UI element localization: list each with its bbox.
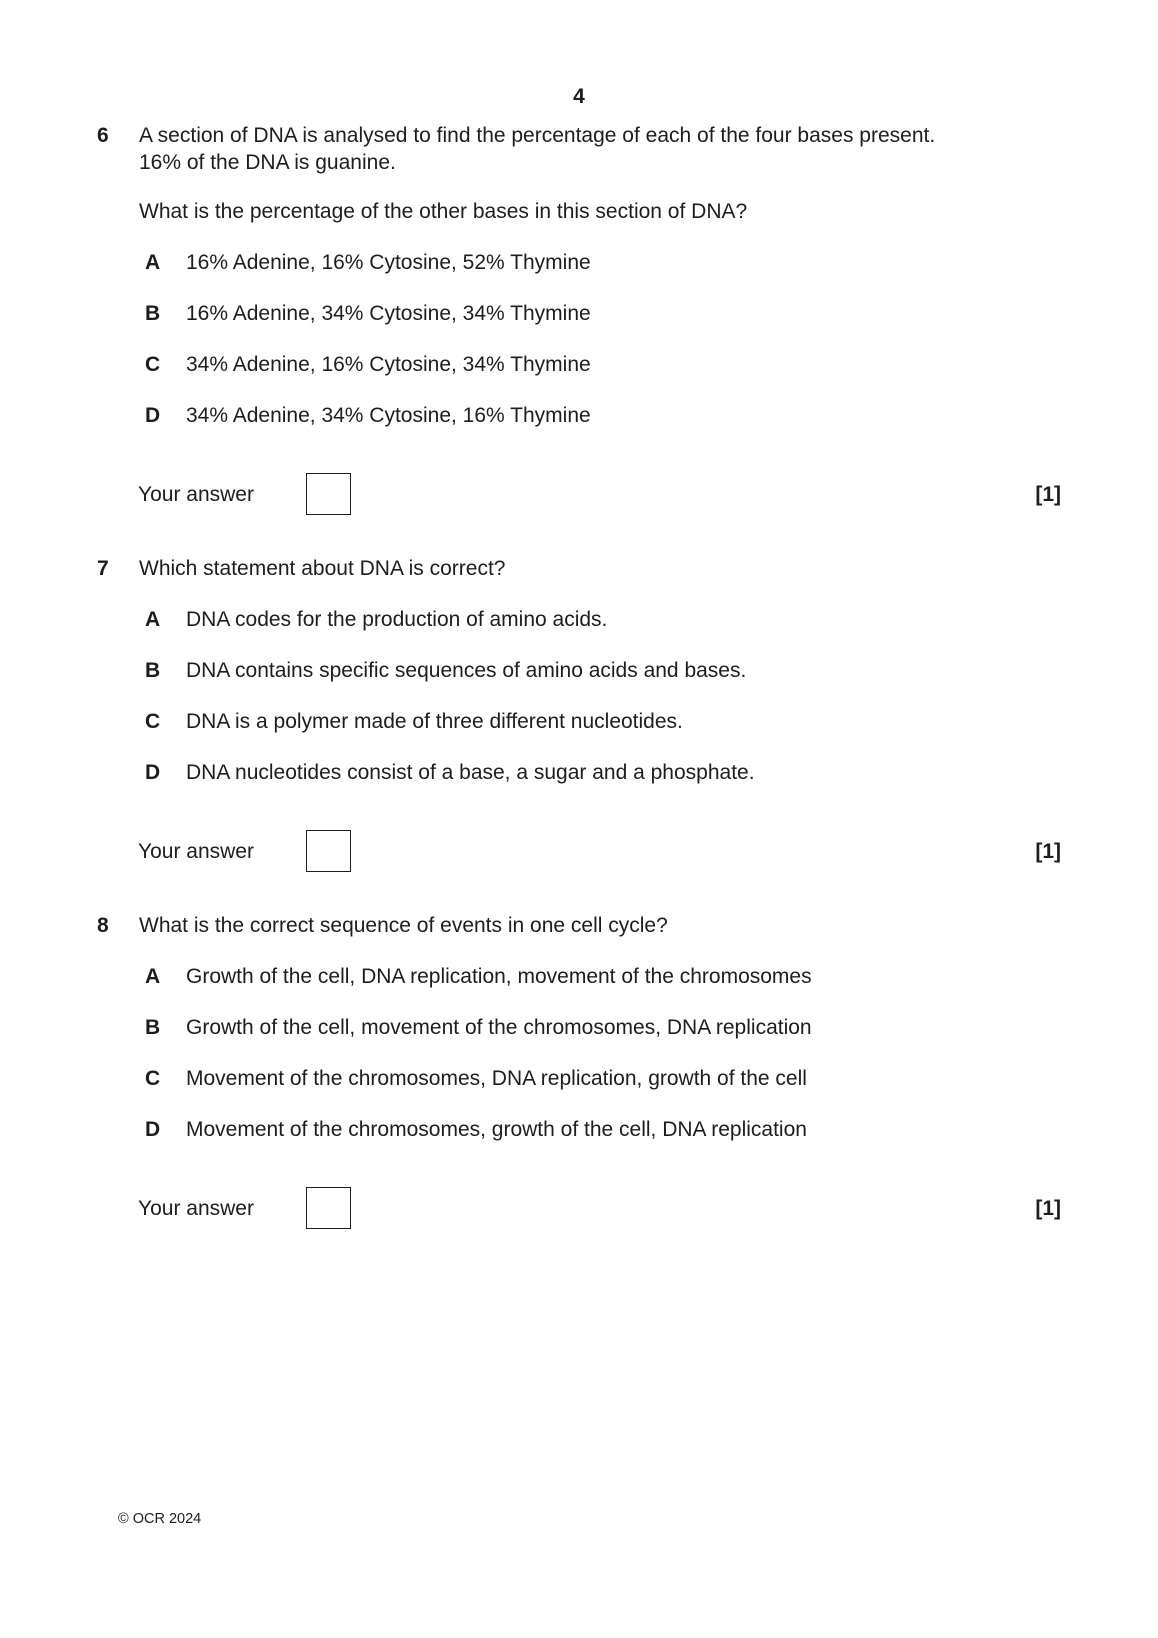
question-8-marks: [1] — [1035, 1196, 1061, 1220]
question-6 — [97, 122, 1061, 515]
option-letter: D — [145, 1118, 161, 1141]
option-letter: C — [145, 710, 161, 733]
question-7-option-b — [145, 657, 1061, 684]
question-6-intro — [139, 122, 1061, 176]
option-letter: C — [145, 1067, 161, 1090]
question-6-intro-line-2: 16% of the DNA is guanine. — [139, 151, 396, 174]
option-letter: B — [145, 1016, 161, 1039]
option-text: 34% Adenine, 16% Cytosine, 34% Thymine — [186, 353, 591, 376]
option-letter: A — [145, 251, 161, 274]
question-7 — [97, 555, 1061, 872]
question-7-option-a — [145, 606, 1061, 633]
option-letter: C — [145, 353, 161, 376]
copyright-footer: © OCR 2024 — [118, 1511, 202, 1527]
question-8 — [97, 912, 1061, 1229]
question-8-answer-box[interactable] — [306, 1187, 351, 1229]
option-text: Growth of the cell, DNA replication, movement of the chromosomes — [186, 965, 812, 988]
question-6-option-c — [145, 351, 1061, 378]
your-answer-label: Your answer — [138, 839, 254, 863]
question-6-header — [97, 122, 1061, 176]
option-letter: B — [145, 302, 161, 325]
question-7-option-d — [145, 759, 1061, 786]
option-text: DNA codes for the production of amino acids. — [186, 608, 608, 631]
question-8-number: 8 — [97, 914, 109, 937]
question-6-number: 6 — [97, 124, 109, 147]
option-text: 16% Adenine, 34% Cytosine, 34% Thymine — [186, 302, 591, 325]
option-text: 34% Adenine, 34% Cytosine, 16% Thymine — [186, 404, 591, 427]
question-8-prompt: What is the correct sequence of events in one cell cycle? — [139, 914, 668, 937]
option-text: DNA nucleotides consist of a base, a sugar and a phosphate. — [186, 761, 755, 784]
question-7-option-c — [145, 708, 1061, 735]
question-8-option-c — [145, 1065, 1061, 1092]
option-letter: A — [145, 608, 161, 631]
question-6-option-d — [145, 402, 1061, 429]
question-7-answer-row — [138, 830, 1061, 872]
question-7-prompt: Which statement about DNA is correct? — [139, 557, 506, 580]
question-6-marks: [1] — [1035, 482, 1061, 506]
option-text: DNA contains specific sequences of amino acids and bases. — [186, 659, 747, 682]
question-8-answer-row — [138, 1187, 1061, 1229]
option-letter: B — [145, 659, 161, 682]
question-8-option-a — [145, 963, 1061, 990]
option-letter: A — [145, 965, 161, 988]
question-6-prompt: What is the percentage of the other bases in this section of DNA? — [139, 200, 748, 223]
question-6-option-a — [145, 249, 1061, 276]
question-6-answer-row — [138, 473, 1061, 515]
question-6-intro-line-1: A section of DNA is analysed to find the percentage of each of the four bases present. — [139, 124, 936, 147]
question-6-answer-box[interactable] — [306, 473, 351, 515]
option-text: Movement of the chromosomes, DNA replication, growth of the cell — [186, 1067, 807, 1090]
page-number: 4 — [573, 85, 585, 108]
your-answer-label: Your answer — [138, 1196, 254, 1220]
question-8-option-d — [145, 1116, 1061, 1143]
option-text: Movement of the chromosomes, growth of the cell, DNA replication — [186, 1118, 807, 1141]
question-6-option-b — [145, 300, 1061, 327]
option-letter: D — [145, 404, 161, 427]
your-answer-label: Your answer — [138, 482, 254, 506]
question-7-marks: [1] — [1035, 839, 1061, 863]
option-text: Growth of the cell, movement of the chromosomes, DNA replication — [186, 1016, 812, 1039]
option-text: 16% Adenine, 16% Cytosine, 52% Thymine — [186, 251, 591, 274]
question-8-header — [97, 912, 1061, 939]
question-7-header — [97, 555, 1061, 582]
question-7-number: 7 — [97, 557, 109, 580]
question-8-option-b — [145, 1014, 1061, 1041]
option-letter: D — [145, 761, 161, 784]
option-text: DNA is a polymer made of three different nucleotides. — [186, 710, 683, 733]
question-7-answer-box[interactable] — [306, 830, 351, 872]
